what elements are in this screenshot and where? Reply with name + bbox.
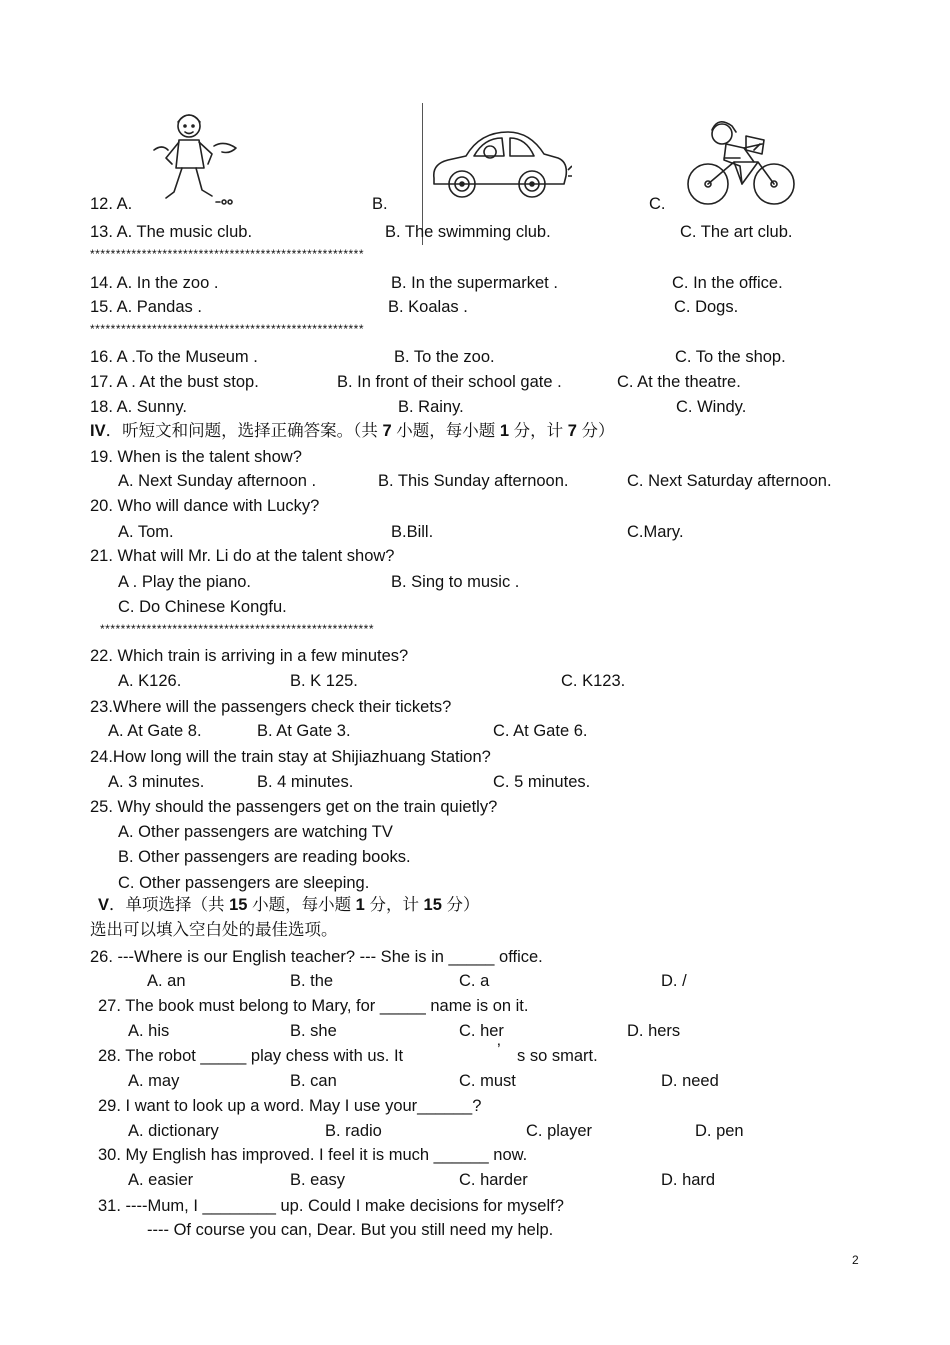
- divider-stars: *****************************************************: [90, 247, 365, 261]
- q26-option-a[interactable]: A. an: [147, 972, 186, 990]
- q16-option-b[interactable]: B. To the zoo.: [394, 348, 495, 366]
- q21-question: 21. What will Mr. Li do at the talent show?: [90, 547, 395, 565]
- q25-option-c[interactable]: C. Other passengers are sleeping.: [118, 874, 370, 892]
- q18-option-a[interactable]: 18. A. Sunny.: [90, 398, 187, 416]
- boy-on-bicycle-icon: [684, 114, 798, 208]
- q24-option-c[interactable]: C. 5 minutes.: [493, 773, 591, 791]
- q28-option-d[interactable]: D. need: [661, 1072, 719, 1090]
- page-number: 2: [852, 1253, 859, 1267]
- q19-question: 19. When is the talent show?: [90, 448, 302, 466]
- q25-option-a[interactable]: A. Other passengers are watching TV: [118, 823, 393, 841]
- q18-option-b[interactable]: B. Rainy.: [398, 398, 464, 416]
- q26-option-c[interactable]: C. a: [459, 972, 490, 990]
- q15-option-b[interactable]: B. Koalas .: [388, 298, 468, 316]
- q12-option-c[interactable]: C.: [649, 195, 666, 213]
- q25-option-b[interactable]: B. Other passengers are reading books.: [118, 848, 411, 866]
- q25-question: 25. Why should the passengers get on the train quietly?: [90, 798, 498, 816]
- q21-option-b[interactable]: B. Sing to music .: [391, 573, 520, 591]
- q17-option-c[interactable]: C. At the theatre.: [617, 373, 741, 391]
- q23-question: 23.Where will the passengers check their tickets?: [90, 698, 452, 716]
- q24-question: 24.How long will the train stay at Shijiazhuang Station?: [90, 748, 491, 766]
- q21-option-a[interactable]: A . Play the piano.: [118, 573, 252, 591]
- q15-option-a[interactable]: 15. A. Pandas .: [90, 298, 202, 316]
- q20-option-b[interactable]: B.Bill.: [391, 523, 434, 541]
- q26-question: 26. ---Where is our English teacher? --- She is in _____ office.: [90, 948, 543, 966]
- q28-option-a[interactable]: A. may: [128, 1072, 180, 1090]
- q24-option-b[interactable]: B. 4 minutes.: [257, 773, 354, 791]
- q12-option-a[interactable]: 12. A.: [90, 195, 133, 213]
- section-v-instruction: 选出可以填入空白处的最佳选项。: [90, 921, 338, 939]
- divider-stars: *****************************************************: [90, 322, 365, 336]
- q23-option-b[interactable]: B. At Gate 3.: [257, 722, 351, 740]
- divider-stars: *****************************************************: [100, 622, 375, 636]
- q19-option-a[interactable]: A. Next Sunday afternoon .: [118, 472, 317, 490]
- q29-question: 29. I want to look up a word. May I use your______?: [98, 1097, 482, 1115]
- q27-option-d[interactable]: D. hers: [627, 1022, 681, 1040]
- q28-option-c[interactable]: C. must: [459, 1072, 516, 1090]
- q22-question: 22. Which train is arriving in a few minutes?: [90, 647, 409, 665]
- q30-option-a[interactable]: A. easier: [128, 1171, 194, 1189]
- q23-option-a[interactable]: A. At Gate 8.: [108, 722, 202, 740]
- q29-option-a[interactable]: A. dictionary: [128, 1122, 219, 1140]
- q19-option-b[interactable]: B. This Sunday afternoon.: [378, 472, 569, 490]
- q30-question: 30. My English has improved. I feel it is much ______ now.: [98, 1146, 528, 1164]
- walking-boy-icon: [152, 106, 242, 210]
- q30-option-c[interactable]: C. harder: [459, 1171, 528, 1189]
- q13-option-c[interactable]: C. The art club.: [680, 223, 793, 241]
- q20-option-a[interactable]: A. Tom.: [118, 523, 174, 541]
- q20-question: 20. Who will dance with Lucky?: [90, 497, 320, 515]
- section-iv-heading: IV．听短文和问题，选择正确答案。（共 7 小题，每小题 1 分，计 7 分）: [90, 422, 615, 440]
- q16-option-c[interactable]: C. To the shop.: [675, 348, 786, 366]
- q28-question: 28. The robot _____ play chess with us. It: [98, 1047, 404, 1065]
- car-icon: [428, 126, 572, 202]
- q30-option-b[interactable]: B. easy: [290, 1171, 346, 1189]
- q15-option-c[interactable]: C. Dogs.: [674, 298, 739, 316]
- q17-option-a[interactable]: 17. A . At the bust stop.: [90, 373, 259, 391]
- q18-option-c[interactable]: C. Windy.: [676, 398, 747, 416]
- q28-question-end: s so smart.: [517, 1047, 598, 1065]
- q21-option-c[interactable]: C. Do Chinese Kongfu.: [118, 598, 287, 616]
- q28-option-b[interactable]: B. can: [290, 1072, 337, 1090]
- q12-option-b[interactable]: B.: [372, 195, 388, 213]
- section-v-heading: V．单项选择（共 15 小题，每小题 1 分，计 15 分）: [98, 896, 480, 914]
- q20-option-c[interactable]: C.Mary.: [627, 523, 684, 541]
- q28-apostrophe: ’: [497, 1041, 501, 1059]
- q27-question: 27. The book must belong to Mary, for _____ name is on it.: [98, 997, 529, 1015]
- q30-option-d[interactable]: D. hard: [661, 1171, 716, 1189]
- q29-option-c[interactable]: C. player: [526, 1122, 593, 1140]
- q17-option-b[interactable]: B. In front of their school gate .: [337, 373, 562, 391]
- q24-option-a[interactable]: A. 3 minutes.: [108, 773, 205, 791]
- q19-option-c[interactable]: C. Next Saturday afternoon.: [627, 472, 832, 490]
- q14-option-a[interactable]: 14. A. In the zoo .: [90, 274, 219, 292]
- q13-option-b[interactable]: B. The swimming club.: [385, 223, 551, 241]
- q29-option-d[interactable]: D. pen: [695, 1122, 744, 1140]
- q31-response: ---- Of course you can, Dear. But you still need my help.: [147, 1221, 554, 1239]
- q22-option-a[interactable]: A. K126.: [118, 672, 182, 690]
- q22-option-b[interactable]: B. K 125.: [290, 672, 358, 690]
- q29-option-b[interactable]: B. radio: [325, 1122, 382, 1140]
- q13-option-a[interactable]: 13. A. The music club.: [90, 223, 253, 241]
- q26-option-d[interactable]: D. /: [661, 972, 687, 990]
- q14-option-b[interactable]: B. In the supermarket .: [391, 274, 558, 292]
- q14-option-c[interactable]: C. In the office.: [672, 274, 783, 292]
- q22-option-c[interactable]: C. K123.: [561, 672, 626, 690]
- q23-option-c[interactable]: C. At Gate 6.: [493, 722, 588, 740]
- q16-option-a[interactable]: 16. A .To the Museum .: [90, 348, 258, 366]
- q31-question: 31. ----Mum, I ________ up. Could I make decisions for myself?: [98, 1197, 564, 1215]
- q26-option-b[interactable]: B. the: [290, 972, 334, 990]
- q27-option-a[interactable]: A. his: [128, 1022, 170, 1040]
- q27-option-c[interactable]: C. her: [459, 1022, 504, 1040]
- q27-option-b[interactable]: B. she: [290, 1022, 337, 1040]
